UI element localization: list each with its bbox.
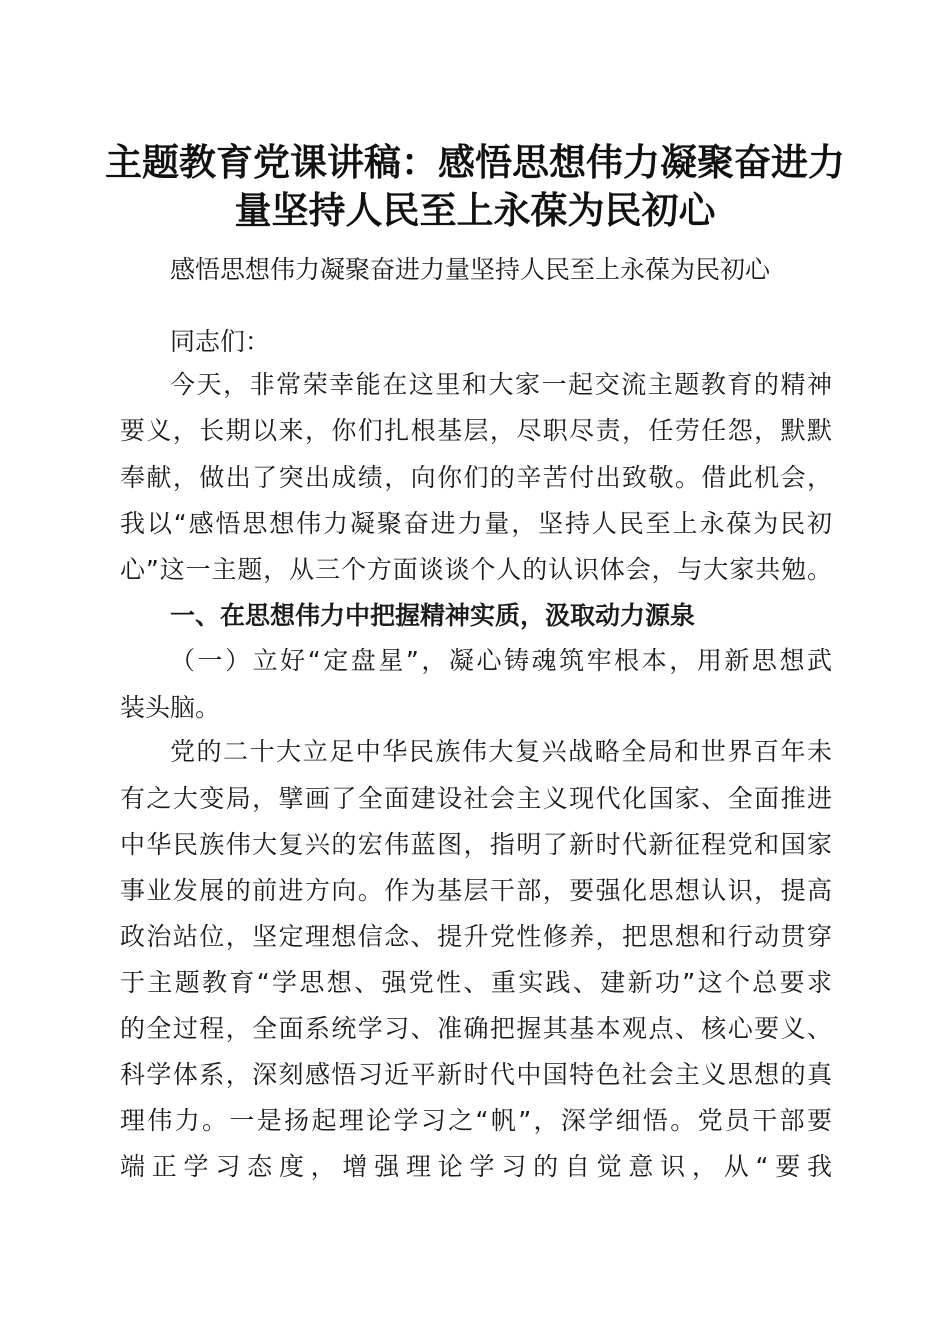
paragraph-line: 党的二十大立足中华民族伟大复兴战略全局和世界百年未 [170,737,832,766]
paragraph-line: 有之大变局，擘画了全面建设社会主义现代化国家、全面推进 [120,784,832,813]
paragraph-line: 事业发展的前进方向。作为基层干部，要强化思想认识，提高 [120,876,832,905]
paragraph-line: 端正学习态度，增强理论学习的自觉意识，从“要我 [120,1152,832,1181]
subtitle-line: 感悟思想伟力凝聚奋进力量坚持人民至上永葆为民初心 [170,255,771,284]
document-title-line-1: 主题教育党课讲稿：感悟思想伟力凝聚奋进力 [105,140,845,184]
subsection-heading: 装头脑。 [120,693,221,722]
paragraph-line: 我以“感悟思想伟力凝聚奋进力量，坚持人民至上永葆为民初 [120,509,832,538]
paragraph-line: 理伟力。一是扬起理论学习之“帆”，深学细悟。党员干部要 [120,1106,832,1135]
paragraph-line: 心”这一主题，从三个方面谈谈个人的认识体会，与大家共勉。 [120,555,832,584]
paragraph-line: 今天，非常荣幸能在这里和大家一起交流主题教育的精神 [170,370,832,399]
subsection-heading: （一）立好“定盘星”，凝心铸魂筑牢根本，用新思想武 [170,646,832,675]
section-heading: 一、在思想伟力中把握精神实质，汲取动力源泉 [170,601,696,630]
paragraph-line: 中华民族伟大复兴的宏伟蓝图，指明了新时代新征程党和国家 [120,830,832,859]
document-title-line-2: 量坚持人民至上永葆为民初心 [234,188,716,232]
paragraph-line: 奉献，做出了突出成绩，向你们的辛苦付出致敬。借此机会， [120,463,832,492]
salutation: 同志们： [170,327,271,356]
paragraph-line: 于主题教育“学思想、强党性、重实践、建新功”这个总要求 [120,968,832,997]
paragraph-line: 要义，长期以来，你们扎根基层，尽职尽责，任劳任怨，默默 [120,416,832,445]
paragraph-line: 科学体系，深刻感悟习近平新时代中国特色社会主义思想的真 [120,1060,832,1089]
paragraph-line: 的全过程，全面系统学习、准确把握其基本观点、核心要义、 [120,1014,832,1043]
paragraph-line: 政治站位，坚定理想信念、提升党性修养，把思想和行动贯穿 [120,922,832,951]
